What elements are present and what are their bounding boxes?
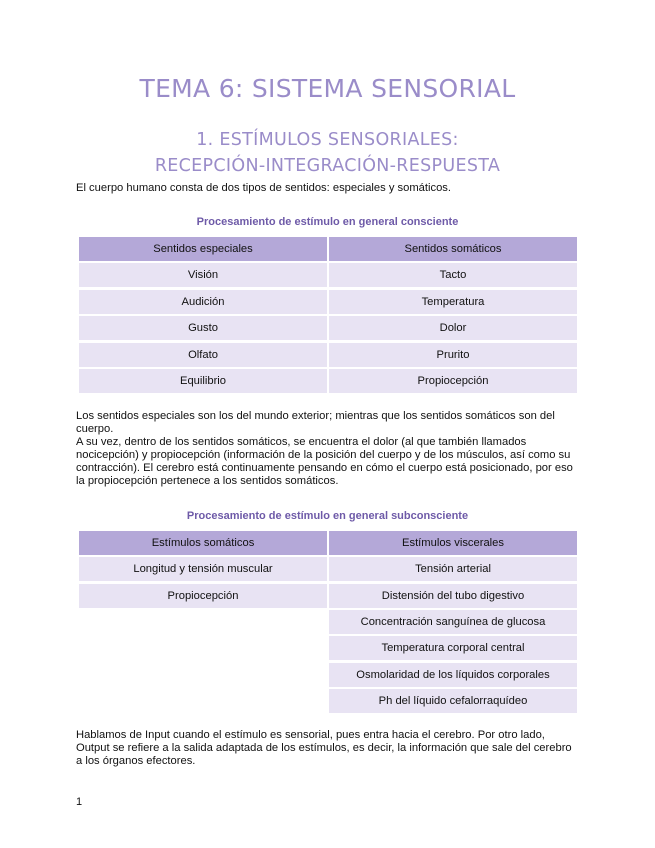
intro-paragraph: El cuerpo humano consta de dos tipos de sentidos: especiales y somáticos. xyxy=(76,182,451,194)
table2-cell: Distensión del tubo digestivo xyxy=(329,584,577,608)
table2-cell: Ph del líquido cefalorraquídeo xyxy=(329,689,577,713)
table1-cell: Visión xyxy=(79,263,327,287)
paragraph-senses-line-a: Los sentidos especiales son los del mundo exterior; mientras que los sentidos somáticos son del cuerpo. xyxy=(76,410,555,435)
page-title: TEMA 6: SISTEMA SENSORIAL xyxy=(139,74,516,103)
table2-cell: Osmolaridad de los líquidos corporales xyxy=(329,663,577,687)
paragraph-senses xyxy=(76,410,576,488)
table1-cell: Gusto xyxy=(79,316,327,340)
table1-header-cell: Sentidos somáticos xyxy=(329,237,577,261)
table2-cell: Concentración sanguínea de glucosa xyxy=(329,610,577,634)
table2-cell: Temperatura corporal central xyxy=(329,636,577,660)
table1-cell: Temperatura xyxy=(329,290,577,314)
section-title-line2: RECEPCIÓN-INTEGRACIÓN-RESPUESTA xyxy=(154,156,501,176)
table1-cell: Audición xyxy=(79,290,327,314)
table2-header-cell: Estímulos somáticos xyxy=(79,531,327,555)
table2-cell: Tensión arterial xyxy=(329,557,577,581)
closing-paragraph: Hablamos de Input cuando el estímulo es sensorial, pues entra hacia el cerebro. Por otro lado, Output se refiere a la salida adaptada de los estímulos, es decir, la información que sale del cerebro a los órganos efectores. xyxy=(76,729,572,767)
table1-cell: Propiocepción xyxy=(329,369,577,393)
table2-header-cell: Estímulos viscerales xyxy=(329,531,577,555)
table1-header-cell: Sentidos especiales xyxy=(79,237,327,261)
section-title-line1: 1. ESTÍMULOS SENSORIALES: xyxy=(196,130,459,150)
table2-cell: Propiocepción xyxy=(79,584,327,608)
table1-cell: Prurito xyxy=(329,343,577,367)
table1-cell: Equilibrio xyxy=(79,369,327,393)
table2-caption: Procesamiento de estímulo en general subconsciente xyxy=(186,510,469,522)
table1-cell: Tacto xyxy=(329,263,577,287)
table1-cell: Dolor xyxy=(329,316,577,340)
table2-cell: Longitud y tensión muscular xyxy=(79,557,327,581)
page-number: 1 xyxy=(76,796,83,808)
table1-cell: Olfato xyxy=(79,343,327,367)
paragraph-senses-line-b: A su vez, dentro de los sentidos somáticos, se encuentra el dolor (al que también llamados nocicepción) y propiocepción (información de la posición del cuerpo y de los músculos, así como su contracción). El cerebro está continuamente pensando en cómo el cuerpo está posicionado, por eso la propiocepción pertenece a los sentidos somáticos. xyxy=(76,436,573,487)
table1-caption: Procesamiento de estímulo en general consciente xyxy=(196,216,459,228)
